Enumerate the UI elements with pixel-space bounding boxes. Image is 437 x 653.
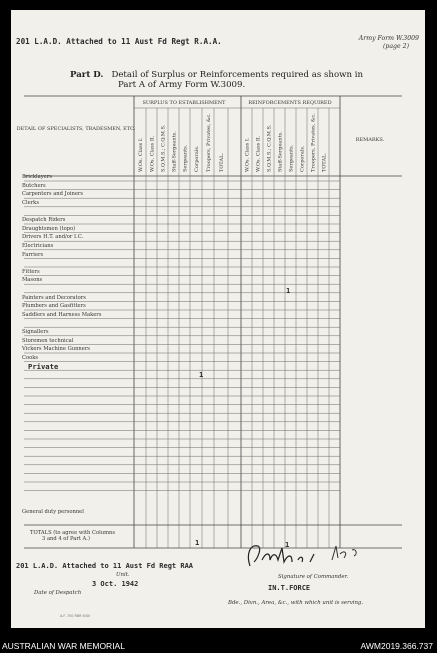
- row-label: Saddlers and Harness Makers: [22, 311, 102, 318]
- archive-caption: AUSTRALIAN WAR MEMORIAL: [2, 641, 125, 651]
- column-header: Corporals.: [193, 145, 200, 172]
- column-header: W.Os. Class II.: [255, 135, 262, 172]
- private-surplus-value: 1: [199, 370, 204, 379]
- column-header: TOTAL.: [321, 152, 328, 172]
- row-label: Electricians: [22, 243, 54, 249]
- column-header: Staff-Sergeants.: [171, 131, 178, 172]
- row-label: Drivers H.T. and/or I.C.: [22, 234, 84, 241]
- remarks-header: REMARKS.: [355, 137, 385, 143]
- column-header: Sergeants.: [288, 144, 295, 172]
- footer-unit-typed: 201 L.A.D. Attached to 11 Aust Fd Regt RAA: [16, 562, 194, 570]
- totals-surplus-value: 1: [195, 538, 200, 547]
- form-number: [359, 35, 419, 51]
- column-header: W.Os. Class I.: [244, 137, 251, 172]
- column-header: Troopers, Privates, &c.: [205, 113, 212, 172]
- unit-header: 201 L.A.D. Attached to 11 Aust Fd Regt R.A.A.: [16, 37, 222, 46]
- column-header: W.Os. Class I.: [137, 137, 144, 172]
- print-code: A.F. 700 RBR 6/40: [60, 614, 91, 618]
- row-label: Butchers: [22, 182, 46, 189]
- row-label: Cooks: [22, 354, 39, 361]
- archive-id: AWM2019.366.737: [360, 641, 433, 651]
- totals-label-line-1: TOTALS (to agree with Columns: [30, 530, 116, 536]
- reinforcements-header: REINFORCEMENTS REQUIRED: [248, 100, 332, 106]
- row-label: Masons: [22, 277, 43, 284]
- row-label: Farriers: [22, 251, 44, 258]
- form-number-text: Army Form W.3009: [358, 35, 419, 42]
- column-header: TOTAL.: [218, 152, 225, 172]
- row-label: Bricklayers: [22, 174, 52, 181]
- row-label: Carpenters and Joiners: [22, 191, 84, 198]
- row-label: Draughtsmen (topo): [22, 225, 76, 232]
- signature-label: Signature of Commander.: [278, 574, 349, 580]
- surplus-header: SURPLUS TO ESTABLISHMENT: [142, 100, 226, 106]
- row-label: General duty personnel: [22, 509, 84, 515]
- totals-label-line-2: 3 and 4 of Part A.): [42, 536, 90, 542]
- column-header: W.Os. Class II.: [149, 135, 156, 172]
- detail-header: DETAIL OF SPECIALISTS, TRADESMEN, ETC.: [16, 126, 136, 132]
- part-label: Part D.: [70, 70, 104, 80]
- row-label: Clerks: [22, 200, 39, 206]
- row-label: Fitters: [22, 268, 40, 275]
- title-line-1: Detail of Surplus or Reinforcements required as shown in: [111, 70, 364, 80]
- column-header: Sergeants.: [182, 144, 189, 172]
- totals-reinforcement-value: 1: [285, 540, 290, 549]
- row-label: Plumbers and Gasfitters: [22, 303, 86, 310]
- bde-label: Bde., Divn., Area, &c., with which unit is serving.: [228, 600, 364, 606]
- commander-signature: [240, 540, 370, 572]
- row-label: Despatch Riders: [22, 217, 66, 224]
- date-of-despatch-label: Date of Despatch: [34, 590, 82, 596]
- masons-reinforcement-value: 1: [286, 286, 291, 295]
- date-of-despatch-value: 3 Oct. 1942: [92, 580, 139, 588]
- title-line-2: Part A of Army Form W.3009.: [118, 80, 246, 90]
- row-label: Private: [28, 362, 59, 372]
- part-title: [70, 70, 363, 90]
- row-label: Vickers Machine Gunners: [22, 346, 90, 353]
- column-header: S.Q.M.S.; C.Q.M.S.: [160, 124, 167, 172]
- column-header: Corporals.: [299, 145, 306, 172]
- column-header: Troopers, Privates, &c.: [310, 113, 317, 172]
- unit-label: Unit.: [116, 572, 130, 578]
- totals-label: [30, 530, 115, 542]
- row-label: Storemen technical: [22, 337, 74, 344]
- column-header: Staff-Sergeants.: [277, 131, 284, 172]
- page-number: (page 2): [382, 43, 409, 50]
- row-label: Painters and Decorators: [22, 294, 86, 301]
- row-label: Signallers: [22, 329, 49, 335]
- force-typed: IN.T.FORCE: [268, 584, 311, 592]
- column-header: S.Q.M.S.; C.Q.M.S.: [266, 124, 273, 172]
